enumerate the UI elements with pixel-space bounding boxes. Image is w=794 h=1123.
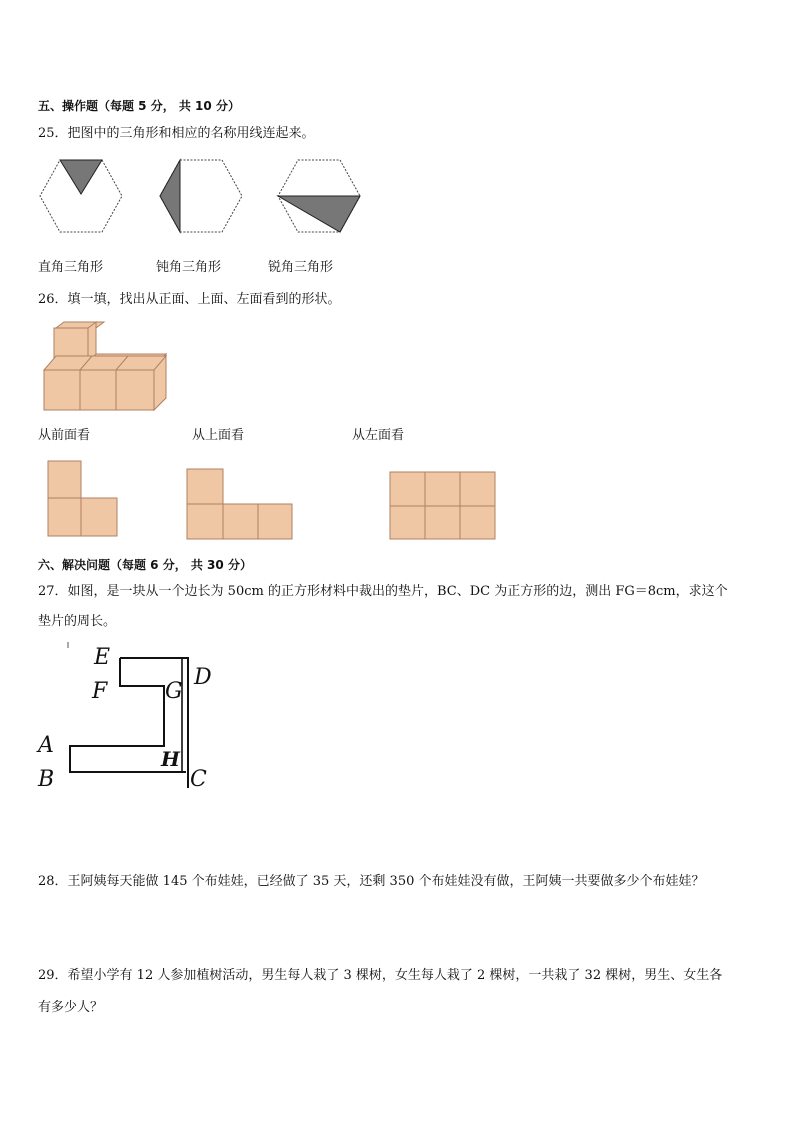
question-25-text: 25．把图中的三角形和相应的名称用线连起来。	[38, 126, 315, 141]
label-top-view: 从上面看	[192, 428, 245, 443]
question-26-text: 26．填一填，找出从正面、上面、左面看到的形状。	[38, 292, 341, 307]
label-E: E	[94, 645, 111, 670]
label-H: H	[161, 747, 180, 771]
question-27-text-line1: 27．如图，是一块从一个边长为 50cm 的正方形材料中裁出的垫片，BC、DC 为正方形的边，测出 FG＝8cm，求这个	[38, 584, 728, 599]
label-right-triangle: 直角三角形	[38, 260, 104, 275]
hexagon-right-triangle[interactable]	[40, 160, 122, 232]
front-view-shape	[47, 460, 119, 538]
label-A: A	[38, 733, 54, 758]
hexagon-figures	[38, 158, 368, 236]
gasket-figure	[36, 640, 226, 795]
label-acute-triangle: 锐角三角形	[268, 260, 334, 275]
label-left-view: 从左面看	[352, 428, 405, 443]
top-view-shape	[186, 468, 294, 540]
label-F: F	[92, 679, 108, 704]
label-C: C	[190, 767, 207, 792]
hexagon-obtuse-triangle[interactable]	[160, 160, 242, 232]
question-27-text-line2: 垫片的周长。	[38, 614, 117, 629]
label-D: D	[194, 665, 212, 690]
question-28-text: 28．王阿姨每天能做 145 个布娃娃，已经做了 35 天，还剩 350 个布娃娃没有做，王阿姨一共要做多少个布娃娃？	[38, 874, 705, 889]
question-29-text-line1: 29．希望小学有 12 人参加植树活动，男生每人栽了 3 棵树，女生每人栽了 2 棵树，一共栽了 32 棵树，男生、女生各	[38, 968, 723, 983]
label-front-view: 从前面看	[38, 428, 91, 443]
left-view-shape	[389, 471, 497, 541]
label-G: G	[165, 679, 183, 704]
hexagon-acute-triangle[interactable]	[278, 160, 360, 232]
section-5-heading: 五、操作题（每题 5 分， 共 10 分）	[38, 99, 240, 113]
question-29-text-line2: 有多少人？	[38, 1000, 104, 1015]
label-B: B	[38, 767, 55, 792]
label-obtuse-triangle: 钝角三角形	[156, 260, 222, 275]
section-6-heading: 六、解决问题（每题 6 分， 共 30 分）	[38, 558, 252, 572]
cube-stack-figure	[40, 320, 175, 415]
